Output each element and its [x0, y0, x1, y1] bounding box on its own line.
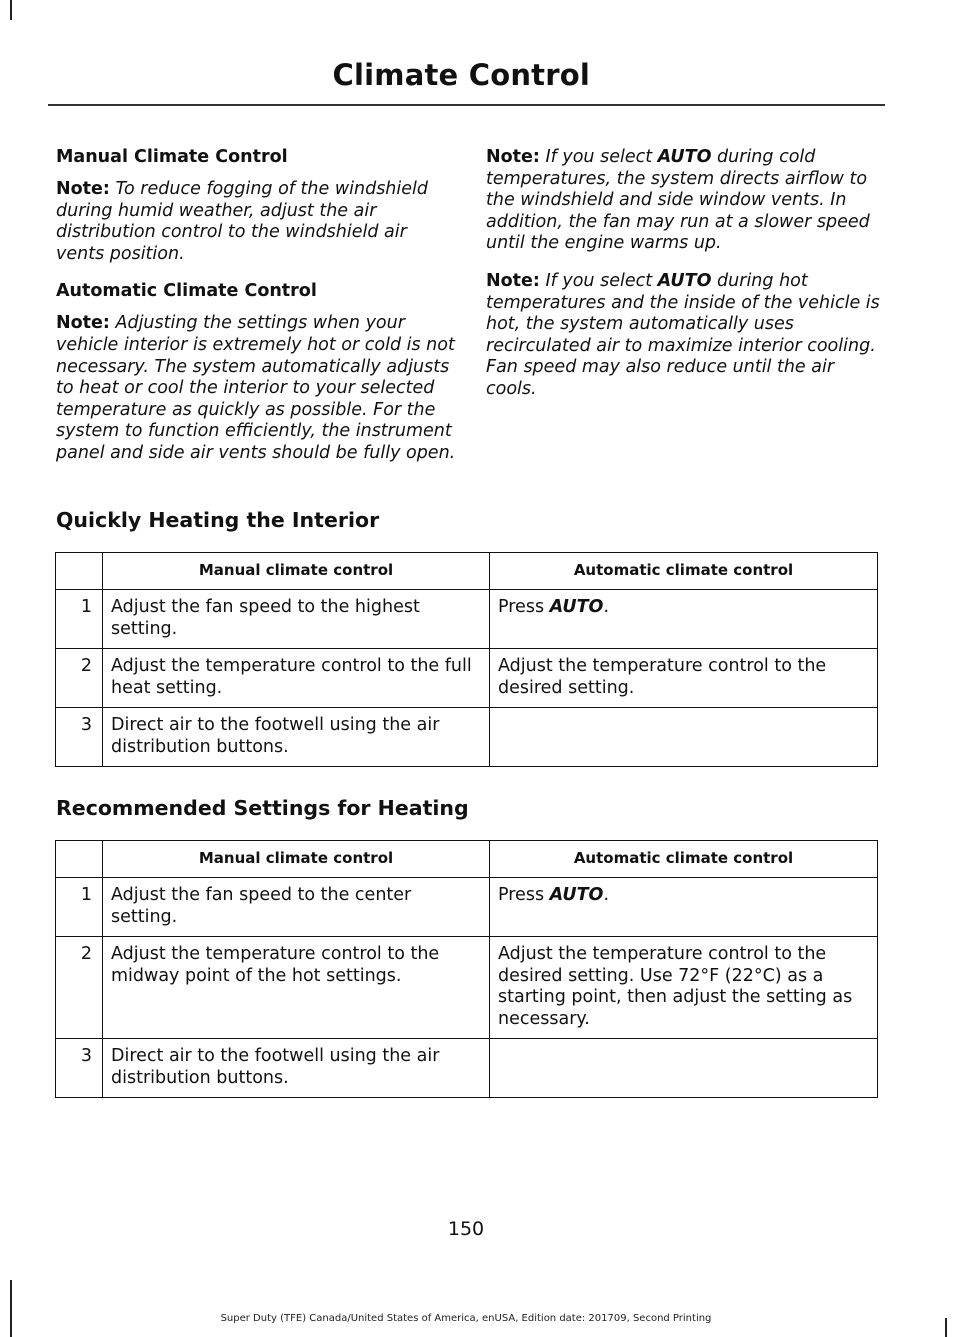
- section-title-quick-heating: Quickly Heating the Interior: [56, 508, 380, 532]
- row-number: 2: [56, 649, 103, 708]
- note-text: during cold temperatures, the system directs airflow to the windshield and side window vents. In addition, the fan may run at a slower speed until the engine warms up.: [486, 147, 870, 254]
- table-header-manual: Manual climate control: [103, 553, 490, 590]
- auto-step: [490, 878, 878, 937]
- page-title: Climate Control: [332, 58, 590, 92]
- note-label: Note:: [486, 270, 540, 291]
- row-number: 3: [56, 708, 103, 767]
- auto-step: [490, 590, 878, 649]
- automatic-climate-heading: Automatic Climate Control: [56, 281, 317, 302]
- auto-step-text: Press: [498, 597, 545, 617]
- note-label: Note:: [486, 147, 540, 167]
- manual-step: Adjust the temperature control to the full heat setting.: [103, 649, 490, 708]
- crop-mark: [10, 1280, 12, 1337]
- auto-step-suffix: .: [603, 885, 610, 905]
- note-text: If you select: [545, 270, 653, 291]
- table-header-manual: Manual climate control: [103, 841, 490, 878]
- table-row: [56, 878, 878, 937]
- table-row: [56, 1039, 878, 1098]
- auto-step-text: Press: [498, 885, 545, 905]
- table-row: [56, 649, 878, 708]
- note-text: To reduce fogging of the windshield during humid weather, adjust the air distribution control to the windshield air vents position.: [56, 179, 428, 264]
- manual-climate-heading: Manual Climate Control: [56, 147, 288, 167]
- crop-mark: [10, 0, 12, 20]
- note-text: during hot temperatures and the inside of the vehicle is hot, the system automatically uses recirculated air to maximize interior cooling. Fan speed may also reduce until the air cools.: [486, 270, 880, 399]
- auto-keyword: AUTO: [657, 147, 712, 167]
- header-divider: [48, 104, 885, 106]
- note-text: Adjusting the settings when your vehicle interior is extremely hot or cold is not necessary. The system automatically adjusts to heat or cool the interior to your selected temperature as quickly as possible. For the system to function efficiently, the instrument panel and side air vents should be fully open.: [56, 313, 456, 463]
- manual-step: Adjust the temperature control to the midway point of the hot settings.: [103, 937, 490, 1039]
- note-paragraph: [56, 313, 456, 464]
- auto-keyword: AUTO: [549, 597, 604, 617]
- manual-step: Adjust the fan speed to the center setting.: [103, 878, 490, 937]
- quick-heating-table: [55, 552, 878, 767]
- note-text: If you select: [545, 147, 653, 167]
- row-number: 1: [56, 878, 103, 937]
- row-number: 3: [56, 1039, 103, 1098]
- auto-step-suffix: .: [603, 597, 610, 617]
- note-label: Note:: [56, 313, 110, 334]
- table-header-num: [56, 553, 103, 590]
- crop-mark: [945, 1318, 947, 1337]
- table-header-auto: Automatic climate control: [490, 841, 878, 878]
- auto-step: [490, 708, 878, 767]
- auto-step: Adjust the temperature control to the desired setting. Use 72°F (22°C) as a starting point, then adjust the setting as necessary.: [490, 937, 878, 1039]
- note-paragraph: [486, 147, 886, 255]
- auto-keyword: AUTO: [657, 270, 712, 291]
- right-column: [486, 147, 886, 417]
- recommended-heating-table: [55, 840, 878, 1098]
- edition-footer: Super Duty (TFE) Canada/United States of America, enUSA, Edition date: 201709, Second Printing: [220, 1313, 712, 1324]
- table-row: [56, 590, 878, 649]
- row-number: 1: [56, 590, 103, 649]
- auto-step: [490, 1039, 878, 1098]
- note-paragraph: [56, 179, 456, 265]
- table-row: [56, 708, 878, 767]
- page-number: 150: [447, 1218, 485, 1240]
- left-column: [56, 147, 456, 481]
- auto-keyword: AUTO: [549, 885, 604, 905]
- table-header-row: [56, 553, 878, 590]
- manual-step: Direct air to the footwell using the air distribution buttons.: [103, 708, 490, 767]
- table-header-num: [56, 841, 103, 878]
- note-paragraph: [486, 271, 886, 401]
- section-title-recommended-heating: Recommended Settings for Heating: [56, 796, 469, 820]
- table-header-row: [56, 841, 878, 878]
- table-row: [56, 937, 878, 1039]
- manual-step: Direct air to the footwell using the air distribution buttons.: [103, 1039, 490, 1098]
- manual-step: Adjust the fan speed to the highest setting.: [103, 590, 490, 649]
- auto-step: Adjust the temperature control to the desired setting.: [490, 649, 878, 708]
- note-label: Note:: [56, 179, 110, 199]
- table-header-auto: Automatic climate control: [490, 553, 878, 590]
- row-number: 2: [56, 937, 103, 1039]
